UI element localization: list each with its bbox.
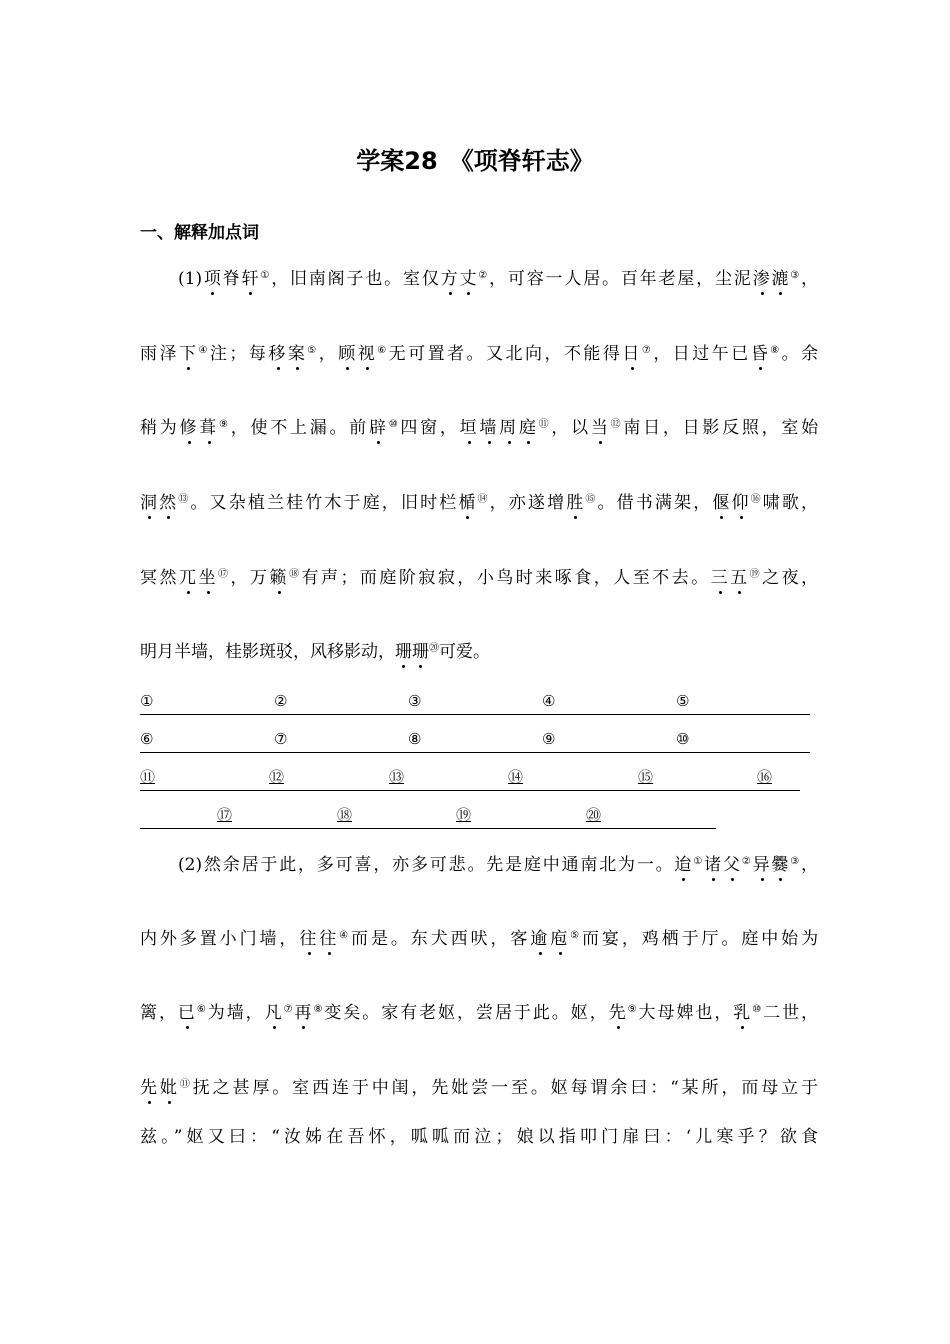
answer-blank[interactable]: ⑯ [757, 768, 773, 786]
answer-blank[interactable]: ⑲ [456, 806, 472, 824]
text-run: 之夜， [762, 568, 819, 588]
answer-blank-row[interactable] [140, 766, 800, 791]
note-marker: ⑪ [538, 419, 552, 430]
answer-blank[interactable]: ⑰ [217, 806, 233, 824]
dotted-character: 葺 [199, 418, 219, 438]
text-line [140, 1075, 818, 1101]
answer-blank[interactable]: ⑭ [508, 768, 524, 786]
text-run: 啸歌， [762, 493, 819, 513]
dotted-character: 顾 [338, 344, 358, 364]
note-marker: ③ [790, 270, 802, 281]
dotted-character: 妣 [159, 1078, 180, 1098]
dotted-character: 珊 [412, 642, 429, 662]
text-run: 而是。东犬西吠，客 [351, 929, 531, 949]
dotted-character: 珊 [395, 642, 412, 662]
note-marker: ⑯ [750, 494, 763, 505]
text-run: 。又杂植兰桂竹木于庭，旧时栏 [190, 493, 459, 513]
answer-blank[interactable]: ① [140, 692, 154, 710]
dotted-character: 下 [178, 344, 199, 364]
dotted-character: 洞 [140, 493, 160, 513]
text-line [140, 341, 818, 367]
dotted-character: 胜 [566, 493, 586, 513]
text-run: 明月半墙，桂影斑驳，风移影动， [140, 642, 395, 662]
dotted-character: 当 [590, 418, 611, 438]
text-line [140, 1000, 818, 1026]
dotted-character: 然 [159, 493, 179, 513]
text-run: 内外多置小门墙， [140, 929, 300, 949]
note-marker: ⑲ [749, 569, 763, 580]
note-marker: ⑤ [307, 345, 319, 356]
dotted-character: 往 [299, 929, 320, 949]
answer-blank[interactable]: ④ [542, 692, 556, 710]
dotted-character: 先 [140, 1078, 160, 1098]
text-run: 可爱。 [439, 642, 490, 662]
note-marker: ④ [339, 930, 352, 941]
text-line [178, 852, 818, 878]
dotted-character: 修 [179, 418, 200, 438]
dotted-character: 往 [319, 929, 340, 949]
dotted-character: 墙 [479, 418, 500, 438]
dotted-character: 周 [499, 418, 519, 438]
dotted-character: 父 [722, 855, 742, 875]
text-run: 。余 [781, 344, 819, 364]
text-run: ，万 [230, 568, 270, 588]
text-run: 兹。”妪又曰：“汝姊在吾怀，呱呱而泣；娘以指叩门扉曰：‘儿寒乎？欲食 [140, 1127, 818, 1147]
dotted-character: 已 [177, 1003, 197, 1023]
text-run: 雨泽 [140, 344, 179, 364]
dotted-character: 诸 [704, 855, 723, 875]
dotted-character: 项 [202, 269, 223, 289]
dotted-character: 乳 [733, 1003, 753, 1023]
note-marker: ① [260, 270, 272, 281]
text-run: ，使不上漏。前 [230, 418, 369, 438]
text-run: 。借书满架， [597, 493, 713, 513]
text-run: ，旧南阁子也。室仅 [271, 269, 441, 289]
note-marker: ② [478, 270, 490, 281]
text-run: 南日，日影反照，室始 [623, 418, 819, 438]
dotted-character: 异 [752, 855, 772, 875]
text-run: 无可置者。又北向，不能得 [388, 344, 623, 364]
answer-blank[interactable]: ⑦ [274, 730, 288, 748]
text-run: 脊 [222, 269, 242, 289]
text-run: 然余居于此，多可喜，亦多可悲。先是庭中通南北为一。 [202, 855, 675, 875]
dotted-character: 三 [710, 568, 731, 588]
note-marker: ⑩ [388, 419, 401, 430]
dotted-character: 庖 [550, 929, 571, 949]
dotted-character: 逾 [530, 929, 551, 949]
text-run: 四窗， [400, 418, 460, 438]
dotted-character: 偃 [712, 493, 732, 513]
answer-blank-row[interactable] [140, 690, 810, 715]
text-run: 注；每 [209, 344, 269, 364]
text-run: 篱， [140, 1003, 178, 1023]
answer-blank[interactable]: ⑮ [638, 768, 654, 786]
dotted-character: 视 [357, 344, 378, 364]
paragraph-number: (1) [178, 269, 203, 289]
text-run: ，可容一人居。百年老屋，尘泥 [489, 269, 753, 289]
paragraph-number: (2) [178, 855, 203, 875]
answer-blank[interactable]: ⑧ [408, 730, 422, 748]
note-marker: ⑰ [217, 569, 231, 580]
answer-blank[interactable]: ⑩ [676, 730, 690, 748]
note-marker: ⑬ [178, 494, 191, 505]
text-line [140, 639, 490, 665]
answer-blank[interactable]: ⑬ [389, 768, 405, 786]
note-marker: ⑨ [627, 1004, 639, 1015]
dotted-character: 漉 [771, 269, 791, 289]
text-line [178, 266, 818, 292]
text-run: ， [801, 269, 819, 289]
note-marker: ⑭ [477, 494, 490, 505]
dotted-character: 丈 [459, 269, 479, 289]
answer-blank[interactable]: ⑤ [676, 692, 690, 710]
text-run: ， [318, 344, 339, 364]
note-marker: ③ [790, 856, 802, 867]
dotted-character: 昏 [750, 344, 771, 364]
dotted-character: 五 [730, 568, 750, 588]
section-heading: 一、解释加点词 [140, 223, 259, 243]
page-title: 学案28 《项脊轩志》 [356, 147, 594, 175]
note-marker: ⑤ [570, 930, 583, 941]
dotted-character: 先 [608, 1003, 628, 1023]
dotted-character: 兀 [178, 568, 199, 588]
dotted-character: 辟 [368, 418, 389, 438]
answer-blank[interactable]: ⑱ [337, 806, 353, 824]
answer-blank[interactable]: ⑨ [542, 730, 556, 748]
answer-blank[interactable]: ⑳ [586, 806, 602, 824]
text-run: 冥然 [140, 568, 179, 588]
note-marker: ⑩ [752, 1004, 764, 1015]
text-run: ， [801, 855, 819, 875]
text-line [140, 415, 818, 441]
note-marker: ⑳ [429, 643, 439, 654]
note-marker: ① [693, 856, 705, 867]
text-run: 大母婢也， [638, 1003, 734, 1023]
dotted-character: 籁 [269, 568, 289, 588]
text-run: 变矣。家有老妪，尝居于此。妪， [324, 1003, 609, 1023]
dotted-character: 迨 [674, 855, 694, 875]
note-marker: ⑮ [585, 494, 598, 505]
answer-blank[interactable]: ⑪ [140, 768, 156, 786]
text-run: ，以 [551, 418, 591, 438]
dotted-character: 仰 [731, 493, 751, 513]
note-marker: ⑦ [641, 345, 654, 356]
dotted-character: 庭 [518, 418, 539, 438]
text-line [140, 1124, 818, 1150]
note-marker: ⑥ [196, 1004, 208, 1015]
text-run: 而宴，鸡栖于厅。庭中始为 [582, 929, 819, 949]
answer-blank[interactable]: ⑫ [269, 768, 285, 786]
text-line [140, 926, 818, 952]
text-run: 为墙， [207, 1003, 265, 1023]
dotted-character: 凡 [264, 1003, 284, 1023]
note-marker: ⑧ [313, 1004, 325, 1015]
text-run: 稍为 [140, 418, 180, 438]
dotted-character: 轩 [241, 269, 261, 289]
dotted-character: 移 [268, 344, 288, 364]
dotted-character: 楯 [458, 493, 478, 513]
dotted-character: 再 [294, 1003, 314, 1023]
note-marker: ⑧ [770, 345, 782, 356]
answer-blank[interactable]: ③ [408, 692, 422, 710]
note-marker: ⑱ [288, 569, 302, 580]
answer-blank[interactable]: ② [274, 692, 288, 710]
note-marker: ⑦ [283, 1004, 295, 1015]
text-line [140, 490, 818, 516]
dotted-character: 爨 [771, 855, 791, 875]
dotted-character: 日 [622, 344, 642, 364]
dotted-character: 坐 [198, 568, 218, 588]
text-run: 抚之甚厚。室西连于中闺，先妣尝一至。妪每谓余曰：“某所，而母立于 [192, 1078, 819, 1098]
note-marker: ⑨ [219, 419, 231, 430]
note-marker: ⑫ [610, 419, 624, 430]
note-marker: ⑥ [377, 345, 389, 356]
note-marker: ④ [198, 345, 210, 356]
note-marker: ⑪ [179, 1079, 193, 1090]
note-marker: ② [741, 856, 753, 867]
text-run: 二世， [763, 1003, 819, 1023]
text-run: 有声；而庭阶寂寂，小鸟时来啄食，人至不去。 [301, 568, 711, 588]
answer-blank[interactable]: ⑥ [140, 730, 154, 748]
answer-blank-row[interactable] [140, 728, 810, 753]
text-line [140, 565, 818, 591]
dotted-character: 方 [440, 269, 460, 289]
dotted-character: 案 [287, 344, 308, 364]
dotted-character: 垣 [459, 418, 480, 438]
answer-blank-row[interactable] [140, 804, 716, 829]
dotted-character: 渗 [752, 269, 772, 289]
text-run: ，日过午已 [653, 344, 751, 364]
text-run: ，亦遂增 [489, 493, 567, 513]
